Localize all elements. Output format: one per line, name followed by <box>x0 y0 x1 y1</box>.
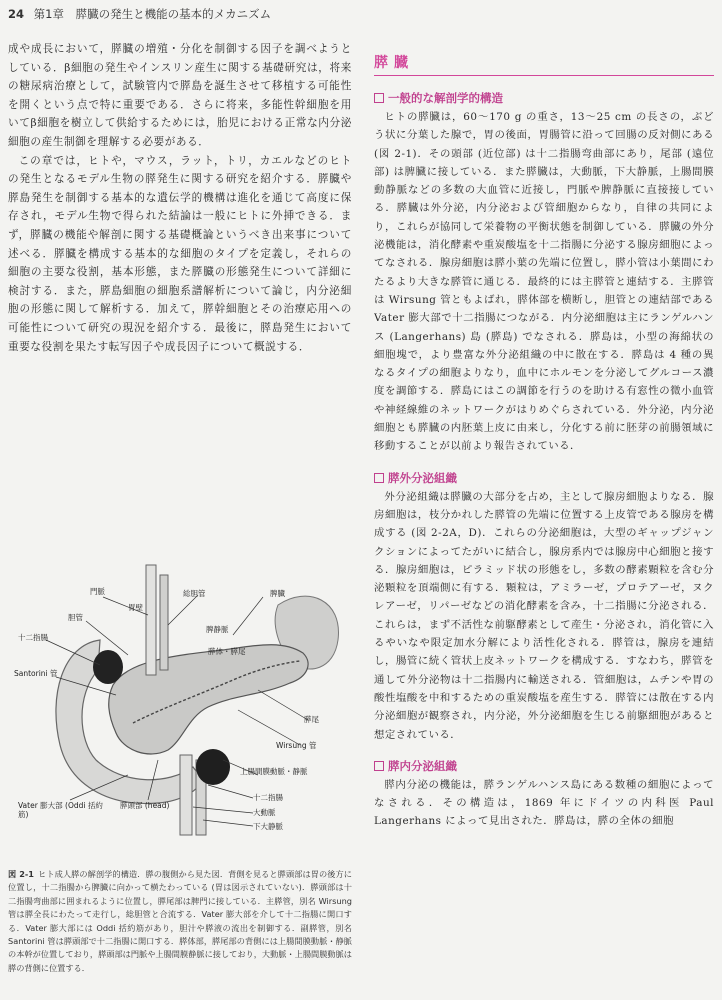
vessel-cross-section <box>196 749 230 785</box>
pancreas-anatomy-figure <box>8 545 352 840</box>
label-portal-vein: 門脈 <box>90 587 105 596</box>
label-tail: 膵尾 <box>304 715 319 724</box>
checkbox-bullet-icon <box>374 93 384 103</box>
portal-vein-shape <box>146 565 156 675</box>
label-splenic-vein: 脾静脈 <box>206 625 229 634</box>
caption-label: 図 2-1 <box>8 869 34 879</box>
label-ivc: 下大静脈 <box>253 822 283 831</box>
label-bile-duct: 胆管 <box>68 613 83 622</box>
label-spleen: 脾臓 <box>270 589 285 598</box>
label-wirsung-duct: Wirsung 管 <box>276 741 317 750</box>
subsection-title: 膵内分泌組織 <box>388 758 457 773</box>
bile-duct-shape <box>160 575 168 670</box>
paragraph: この章では，ヒトや，マウス，ラット，トリ，カエルなどのヒトの発生となるモデル生物の膵発生に関する研究を紹介する．膵臓や膵島発生を制御する基本的な遺伝学的機構は進化を通じて高度に保存され，モデル生物で得られた結論は一般にヒトに外挿できる．まず，膵臓の機能や解剖に関する基礎概論というべき出来事について述べる．膵臓を構成する基本的な細胞のタイプを定義し，それらの細胞の主要な役割，基本形態，また膵臓の形態発生について詳細に検討する．また，膵島細胞の細胞系譜解析について論じ，内分泌細胞の形態に関して解析する．加えて，膵幹細胞とその治療応用への可能性について研究の現況を紹介する．最後に，膵島発生において重要な役割を果たす転写因子や成長因子について概説する． <box>8 154 352 353</box>
figure-caption <box>8 868 352 975</box>
page-number: 24 <box>8 7 25 21</box>
caption-text: ヒト成人膵の解剖学的構造．膵の腹側から見た図．背側を見ると膵頭部は胃の後方に位置し，十二指腸から脾臓に向かって横たわっている (胃は図示されていない)．膵頭部は十二指腸弯曲部に囲まれるように位置し，膵尾部は脾門に接している．主膵管，別名 Wirsung 管は膵全長にわたって走行し，総胆管と合流する．Vater 膨大部を介して十二指腸に開口する．Vater 膨大部には Oddi 括約筋があり，胆汁や膵液の流出を制御する．副膵管，別名 Santorini 管は膵頭部で十二指腸に開口する．膵体部，膵尾部の背側には上腸間膜動脈・静脈の本幹が位置しており，膵頭部は門脈や上腸間膜静脈に接しており，大動脈・上腸間膜動脈は膵の背側に位置する． <box>8 869 352 973</box>
paragraph: ヒトの膵臓は，60～170 g の重さ，13～25 cm の長さの，ぶどう状に分葉した腺で，胃の後面，胃腸管に沿って回腸の反対側にある (図 2-1)．その頭部 (近位部) は十二指腸弯曲部にあり，尾部 (遠位部) は脾臓に接している．また膵臓は，大動脈，下大静脈，上腸間膜動静脈などの多数の大血管に近接し，門脈や脾静脈に直接接している．膵臓は外分泌，内分泌および管細胞からなり，自律の共同により，これらが協同して栄養物の平衡状態を制御している．膵臓の外分泌機能は，消化酵素や重炭酸塩を十二指腸に分泌する腺房細胞によってなされる．腺房細胞は膵小葉の先端に位置し，膵小管は小葉間にわたるより大きな膵管に通じる．最終的には主膵管と連結する．主膵管は Wirsung 管ともよばれ，膵体部を横断し，胆管との連結部である Vater 膨大部で十二指腸につながる．内分泌細胞は主にランゲルハンス (Langerhans) 島 (膵島) でなされる．膵島は，小型の海綿状の細胞塊で，より豊富な外分泌組織の中に散在する．膵島は 4 種の異なるタイプの細胞よりなり，血中にホルモンを分泌してグルコース濃度を調節する．膵島にはこの調節を行うのを助ける有窓性の微小血管や神経線維のネットワークがはりめぐらされている．外分泌，内分泌細胞とも膵臓の内胚葉上皮に由来し，分化する前に胚芽の前腸領域に移動することが以前より報告されている． <box>374 111 714 453</box>
label-aorta: 大動脈 <box>253 808 276 817</box>
subsection-heading <box>374 470 714 486</box>
aorta-shape <box>180 755 192 835</box>
label-duodenum: 十二指腸 <box>253 793 283 802</box>
pancreas-shape <box>109 645 308 754</box>
subsection-body <box>374 776 714 831</box>
left-column <box>8 40 352 992</box>
vessel-cross-section <box>93 650 123 684</box>
checkbox-bullet-icon <box>374 761 384 771</box>
subsection-body <box>374 108 714 456</box>
running-header <box>8 2 714 26</box>
running-title: 膵臓の発生と機能の基本的メカニズム <box>75 7 272 21</box>
subsection-heading <box>374 90 714 106</box>
subsection-heading <box>374 758 714 774</box>
right-column <box>374 40 714 992</box>
label-santorini-duct: Santorini 管 <box>14 669 58 678</box>
label-mesenteric-vessels: 上腸間膜動脈・静脈 <box>240 767 308 776</box>
label-body-tail: 膵体・膵尾 <box>208 647 246 656</box>
paragraph: 成や成長において，膵臓の増殖・分化を制御する因子を調べようとしている．β細胞の発生やインスリン産生に関する基礎研究は，将来の糖尿病治療として，試験管内で膵島を誕生させて移植する可能性を開くという点で特に重要である．さらに将来，多能性幹細胞を用いてβ細胞を樹立して供給するためには，胎児における正常な内分泌細胞の産生制御を理解する必要がある． <box>8 43 352 148</box>
label-pylorus: 十二指腸 <box>18 633 48 642</box>
paragraph: 膵内分泌の機能は，膵ランゲルハンス島にある数種の細胞によってなされる．その構造は，1869 年にドイツの内科医 Paul Langerhans によって見出された．膵島は，膵の全体の細胞 <box>374 778 714 828</box>
label-vater-ampulla: Vater 膨大部 (Oddi 括約筋) <box>18 801 103 819</box>
checkbox-bullet-icon <box>374 473 384 483</box>
paragraph: 外分泌組織は膵臓の大部分を占め，主として腺房細胞よりなる．腺房細胞は，枝分かれした膵管の先端に位置する上皮管である腺房を構成する (図 2-2A，D)．これらの分泌細胞は，大型のギャップジャンクションによってたがいに結合し，腺房系内では腺房中心細胞と接する．腺房細胞は，ピラミッド状の形態をし，多数の酵素顆粒を含む分泌顆粒を頂端側に有する．顆粒は，アミラーゼ，プロテアーゼ，ヌクレアーゼ，リパーゼなどの消化酵素を含み，十二指腸に分泌される．これらは，まず不活性な前駆酵素として産生・分泌され，消化管に入るやいなや限定加水分解により活性化される．膵管は，腺房を連結し，腸管に続く管状上皮ネットワークを構成する．すなわち，膵管を通して外分泌物は十二指腸内に輸送される．管細胞は，ムチンや胃の酸性塩酸を中和するための重炭酸塩を産生する．膵管には散在する内分泌細胞が観察され，内分泌，外分泌細胞を生じる前駆細胞があると想定されている． <box>374 490 714 741</box>
label-pancreas-head: 膵頭部 (head) <box>120 801 170 810</box>
subsection-body <box>374 488 714 744</box>
subsection-title: 膵外分泌組織 <box>388 470 457 485</box>
chapter-label: 第1章 <box>33 7 64 21</box>
label-common-bile-duct: 総胆管 <box>183 589 206 598</box>
subsection-title: 一般的な解剖学的構造 <box>388 91 503 105</box>
left-body-text <box>8 40 352 356</box>
section-heading: 膵臓 <box>374 46 714 76</box>
label-stomach-wall: 胃壁 <box>128 603 143 612</box>
pancreas-illustration <box>8 545 352 840</box>
